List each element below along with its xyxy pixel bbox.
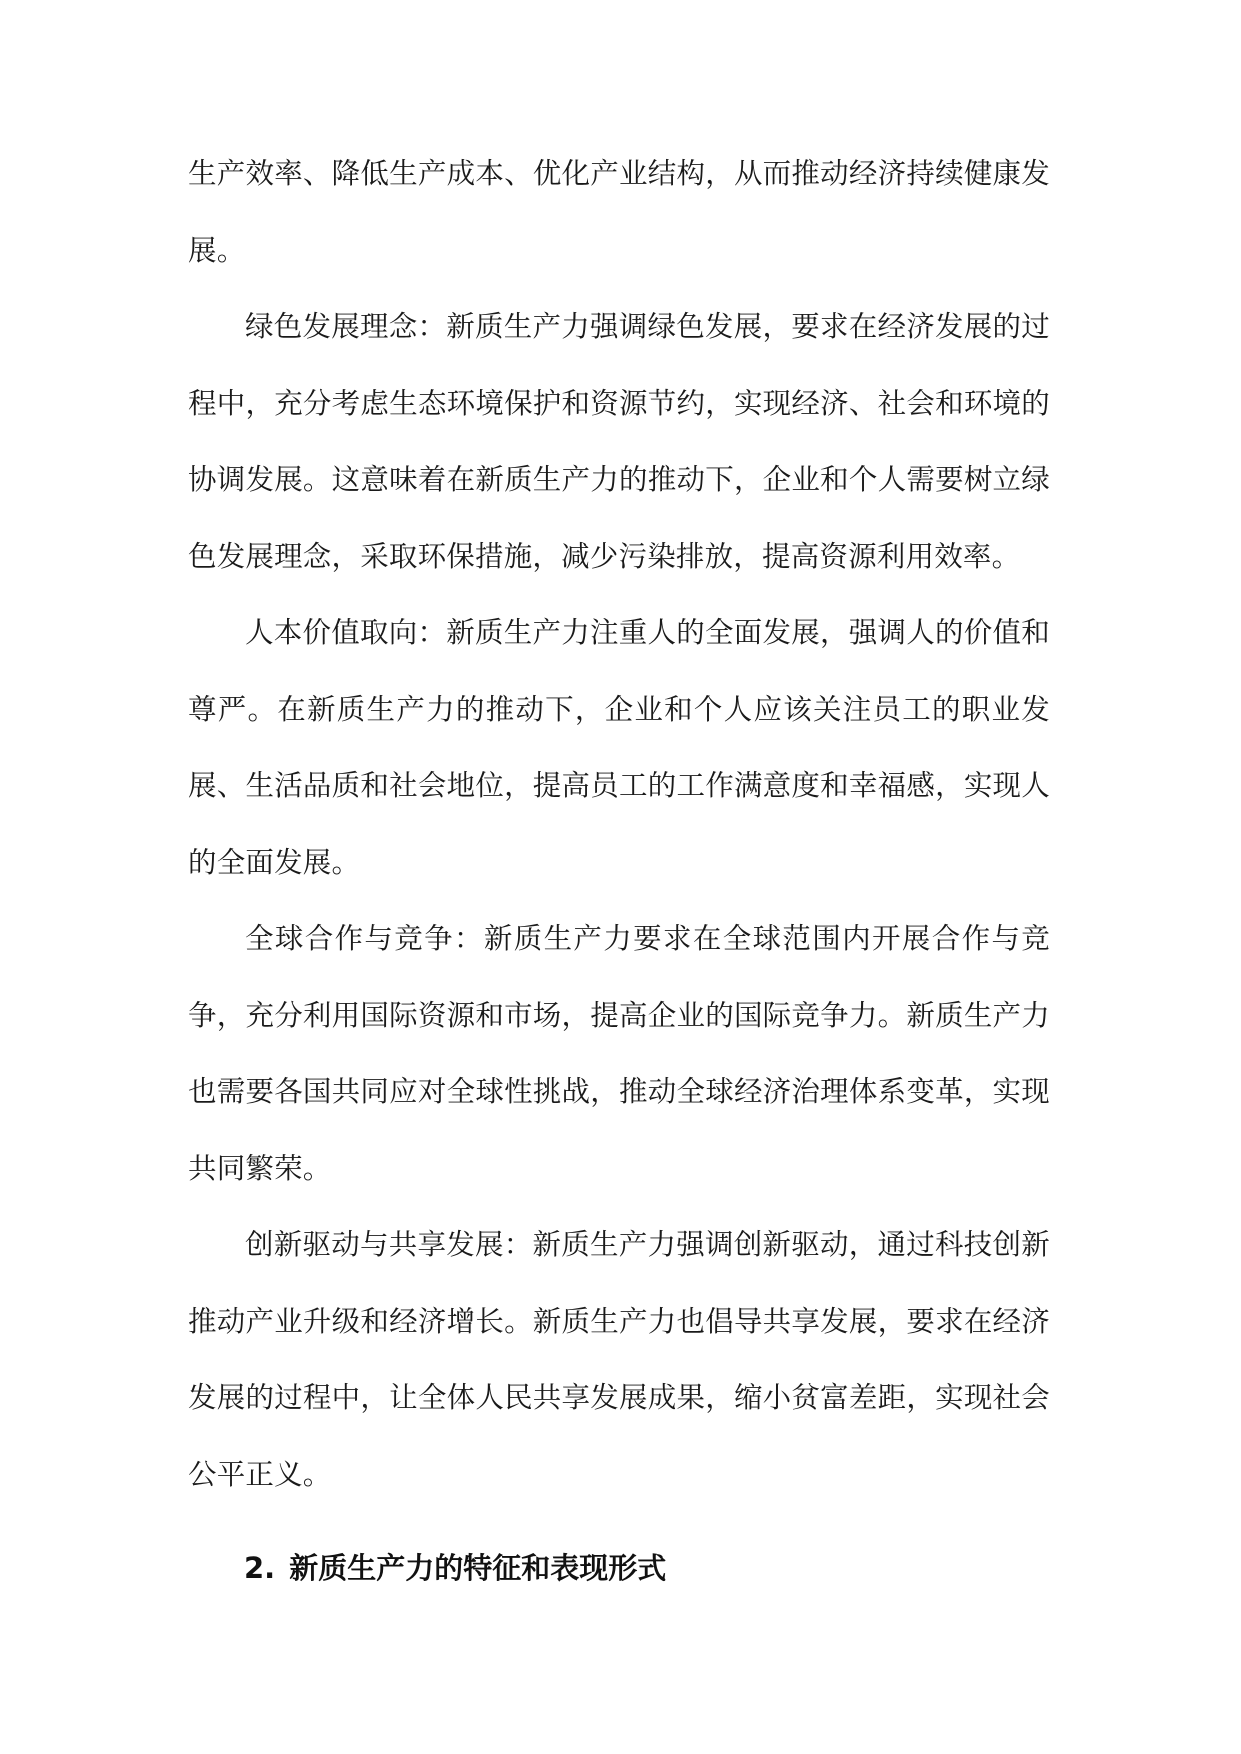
section-heading xyxy=(188,1548,666,1588)
paragraph-green-development: 绿色发展理念：新质生产力强调绿色发展，要求在经济发展的过程中，充分考虑生态环境保护和资源节约，实现经济、社会和环境的协调发展。这意味着在新质生产力的推动下，企业和个人需要树立绿色发展理念，采取环保措施，减少污染排放，提高资源利用效率。 xyxy=(188,310,1050,573)
paragraph-innovation-sharing: 创新驱动与共享发展：新质生产力强调创新驱动，通过科技创新推动产业升级和经济增长。新质生产力也倡导共享发展，要求在经济发展的过程中，让全体人民共享发展成果，缩小贫富差距，实现社会公平正义。 xyxy=(188,1228,1050,1491)
paragraph-global-cooperation: 全球合作与竞争：新质生产力要求在全球范围内开展合作与竞争，充分利用国际资源和市场，提高企业的国际竞争力。新质生产力也需要各国共同应对全球性挑战，推动全球经济治理体系变革，实现共同繁荣。 xyxy=(188,922,1050,1185)
section-title: 新质生产力的特征和表现形式 xyxy=(289,1551,667,1585)
paragraph-human-value: 人本价值取向：新质生产力注重人的全面发展，强调人的价值和尊严。在新质生产力的推动下，企业和个人应该关注员工的职业发展、生活品质和社会地位，提高员工的工作满意度和幸福感，实现人的全面发展。 xyxy=(188,616,1050,879)
paragraph-continuation: 生产效率、降低生产成本、优化产业结构，从而推动经济持续健康发展。 xyxy=(188,157,1050,267)
document-body xyxy=(188,136,1050,1585)
section-number: 2. xyxy=(244,1551,276,1585)
